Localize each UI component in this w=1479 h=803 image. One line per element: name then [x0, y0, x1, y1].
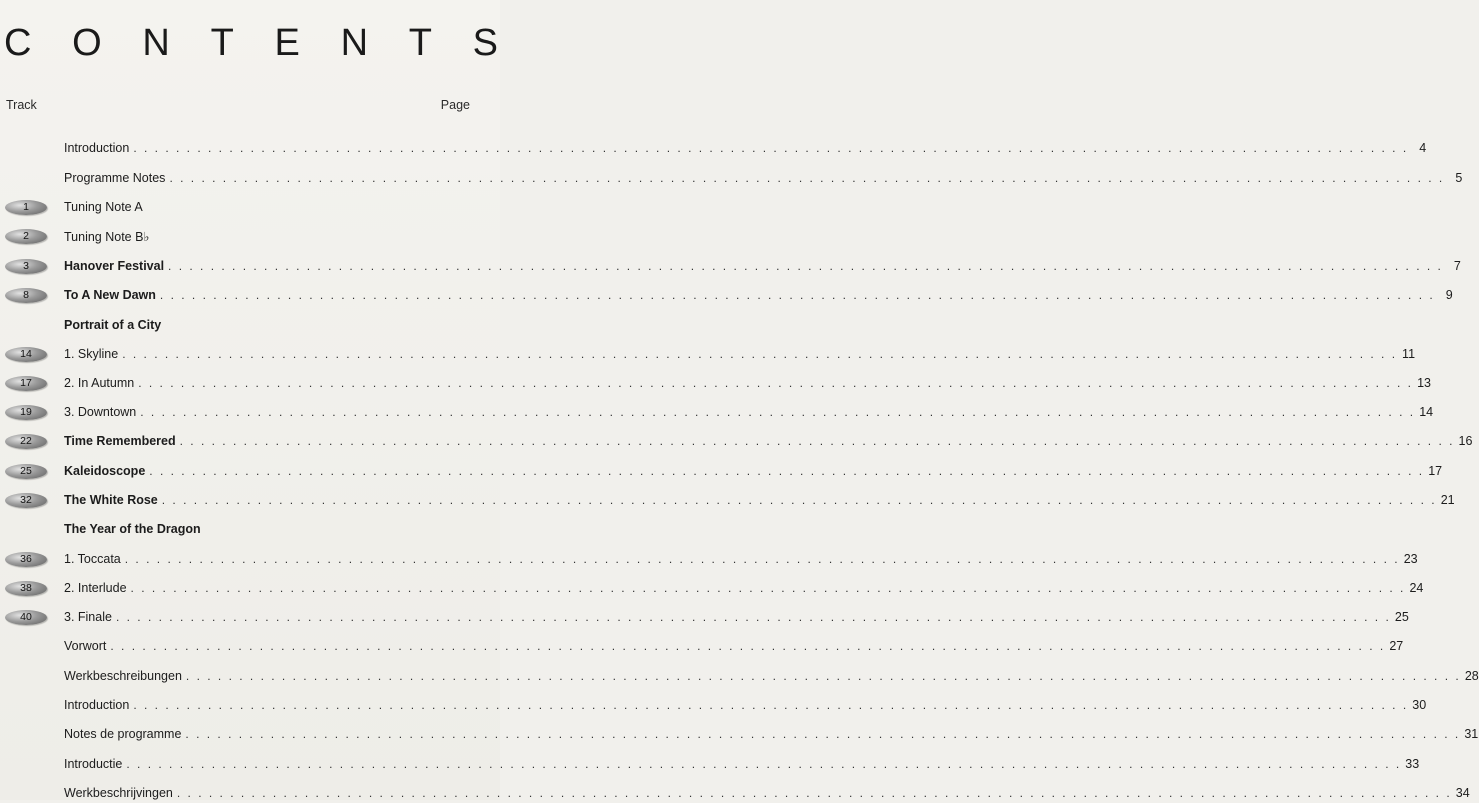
entry-title: Notes de programme	[64, 727, 182, 741]
page-number: 4	[1419, 141, 1427, 155]
title-letter: O	[72, 22, 102, 64]
dot-leader: . . . . . . . . . . . . . . . . . . . . . . . . . . . . . . . . . . . . . . . . . . . . . . . . . . . . . . . . . . . . . . . . . . . . . . . . . . . . . . . . . . . . . . . . . . . . . . . . . . . . . . . . . . . . . . . . . . . . . . . .	[159, 288, 1435, 302]
entry-title: Hanover Festival	[64, 259, 165, 273]
track-number-badge: 40	[5, 610, 47, 625]
track-number-badge: 22	[5, 434, 47, 449]
entry-title: Portrait of a City	[64, 318, 162, 332]
entry-line	[64, 318, 472, 332]
title-letter: T	[210, 22, 234, 64]
entry-line	[64, 786, 1470, 800]
toc-entry[interactable]	[0, 315, 500, 335]
toc-entry[interactable]	[0, 344, 1416, 364]
toc-entry[interactable]	[0, 519, 500, 539]
dot-leader: . . . . . . . . . . . . . . . . . . . . . . . . . . . . . . . . . . . . . . . . . . . . . . . . . . . . . . . . . . . . . . . . . . . . . . . . . . . . . . . . . . . . . . . . . . . . . . . . . . . . . . . . . . . . . . . . . . . . . . . .	[124, 552, 1400, 566]
page-number: 21	[1440, 493, 1455, 507]
title-letter: N	[142, 22, 170, 64]
page-number: 9	[1445, 288, 1453, 302]
entry-title: Werkbeschreibungen	[64, 669, 182, 683]
entry-title: Time Remembered	[64, 434, 176, 448]
toc-entry[interactable]	[0, 549, 1418, 569]
page-number: 5	[1455, 171, 1463, 185]
entry-line	[64, 376, 1432, 390]
page-number: 28	[1464, 669, 1479, 683]
dot-leader: . . . . . . . . . . . . . . . . . . . . . . . . . . . . . . . . . . . . . . . . . . . . . . . . . . . . . . . . . . . . . . . . . . . . . . . . . . . . . . . . . . . . . . . . . . . . . . . . . . . . . . . . . . . . . . . . . . . . . . . .	[179, 434, 1455, 448]
entry-title: Tuning Note B♭	[64, 229, 150, 244]
entry-line	[64, 639, 1404, 653]
toc-entry[interactable]	[0, 285, 1453, 305]
page-title	[4, 22, 498, 65]
dot-leader: . . . . . . . . . . . . . . . . . . . . . . . . . . . . . . . . . . . . . . . . . . . . . . . . . . . . . . . . . . . . . . . . . . . . . . . . . . . . . . . . . . . . . . . . . . . . . . . . . . . . . . . . . . . . . . . . . . . . . . . .	[168, 259, 1443, 273]
entry-title: Kaleidoscope	[64, 464, 146, 478]
title-letter: S	[472, 22, 498, 64]
page-number: 11	[1402, 347, 1416, 361]
entry-title: The Year of the Dragon	[64, 522, 201, 536]
entry-line	[64, 610, 1409, 624]
track-number-badge: 3	[5, 259, 47, 274]
dot-leader: . . . . . . . . . . . . . . . . . . . . . . . . . . . . . . . . . . . . . . . . . . . . . . . . . . . . . . . . . . . . . . . . . . . . . . . . . . . . . . . . . . . . . . . . . . . . . . . . . . . . . . . . . . . . . . . . . . . . . . . .	[133, 141, 1409, 155]
toc-entry[interactable]	[0, 754, 1420, 774]
entry-line	[64, 757, 1420, 771]
entry-title: 3. Downtown	[64, 405, 137, 419]
track-number-badge: 8	[5, 288, 47, 303]
dot-leader: . . . . . . . . . . . . . . . . . . . . . . . . . . . . . . . . . . . . . . . . . . . . . . . . . . . . . . . . . . . . . . . . . . . . . . . . . . . . . . . . . . . . . . . . . . . . . . . . . . . . . . . . . . . . . . . . . . . . . . . .	[130, 581, 1406, 595]
dot-leader: . . . . . . . . . . . . . . . . . . . . . . . . . . . . . . . . . . . . . . . . . . . . . . . . . . . . . . . . . . . . . . . . . . . . . . . . . . . . . . . . . . . . . . . . . . . . . . . . . . . . . . . . . . . . . . . . . . . . . . . .	[140, 405, 1416, 419]
toc-entry[interactable]	[0, 402, 1434, 422]
page-number: 7	[1453, 259, 1461, 273]
toc-entry[interactable]	[0, 695, 1427, 715]
toc-entry[interactable]	[0, 461, 1443, 481]
page-number: 34	[1455, 786, 1470, 800]
entry-line	[64, 727, 1479, 741]
dot-leader: . . . . . . . . . . . . . . . . . . . . . . . . . . . . . . . . . . . . . . . . . . . . . . . . . . . . . . . . . . . . . . . . . . . . . . . . . . . . . . . . . . . . . . . . . . . . . . . . . . . . . . . . . . . . . . . . . . . . . . . .	[149, 464, 1425, 478]
toc-entry[interactable]	[0, 607, 1409, 627]
track-number-badge: 14	[5, 347, 47, 362]
page-number: 17	[1428, 464, 1443, 478]
toc-entry[interactable]	[0, 226, 500, 246]
toc-entry[interactable]	[0, 666, 1479, 686]
page-number: 33	[1405, 757, 1420, 771]
entry-line	[64, 434, 1473, 448]
toc-entry[interactable]	[0, 256, 1461, 276]
entry-line	[64, 464, 1443, 478]
title-letter: T	[408, 22, 432, 64]
dot-leader: . . . . . . . . . . . . . . . . . . . . . . . . . . . . . . . . . . . . . . . . . . . . . . . . . . . . . . . . . . . . . . . . . . . . . . . . . . . . . . . . . . . . . . . . . . . . . . . . . . . . . . . . . . . . . . . . . . . . . . . .	[110, 639, 1386, 653]
dot-leader: . . . . . . . . . . . . . . . . . . . . . . . . . . . . . . . . . . . . . . . . . . . . . . . . . . . . . . . . . . . . . . . . . . . . . . . . . . . . . . . . . . . . . . . . . . . . . . . . . . . . . . . . . . . . . . . . . . . . . . . .	[161, 493, 1437, 507]
entry-line	[64, 171, 1463, 185]
track-number-badge: 38	[5, 581, 47, 596]
page-number: 27	[1389, 639, 1404, 653]
entry-title: Werkbeschrijvingen	[64, 786, 173, 800]
track-number-badge: 32	[5, 493, 47, 508]
track-column-heading: Track	[6, 98, 37, 112]
entry-title: Introductie	[64, 757, 123, 771]
entry-line	[64, 200, 472, 214]
entry-title: Introduction	[64, 141, 130, 155]
track-number-badge: 2	[5, 229, 47, 244]
entry-line	[64, 581, 1424, 595]
entry-line	[64, 141, 1427, 155]
toc-entry[interactable]	[0, 724, 1479, 744]
toc-entry[interactable]	[0, 431, 1473, 451]
entry-line	[64, 552, 1418, 566]
page-number: 24	[1409, 581, 1424, 595]
dot-leader: . . . . . . . . . . . . . . . . . . . . . . . . . . . . . . . . . . . . . . . . . . . . . . . . . . . . . . . . . . . . . . . . . . . . . . . . . . . . . . . . . . . . . . . . . . . . . . . . . . . . . . . . . . . . . . . . . . . . . . . .	[122, 347, 1398, 361]
entry-line	[64, 259, 1461, 273]
entry-line	[64, 288, 1453, 302]
dot-leader: . . . . . . . . . . . . . . . . . . . . . . . . . . . . . . . . . . . . . . . . . . . . . . . . . . . . . . . . . . . . . . . . . . . . . . . . . . . . . . . . . . . . . . . . . . . . . . . . . . . . . . . . . . . . . . . . . . . . . . . .	[138, 376, 1414, 390]
page-number: 23	[1403, 552, 1418, 566]
dot-leader: . . . . . . . . . . . . . . . . . . . . . . . . . . . . . . . . . . . . . . . . . . . . . . . . . . . . . . . . . . . . . . . . . . . . . . . . . . . . . . . . . . . . . . . . . . . . . . . . . . . . . . . . . . . . . . . . . . . . . . . .	[185, 727, 1461, 741]
entry-title: The White Rose	[64, 493, 158, 507]
entry-title: Introduction	[64, 698, 130, 712]
page-number: 31	[1464, 727, 1479, 741]
entry-title: 2. In Autumn	[64, 376, 135, 390]
toc-entry[interactable]	[0, 373, 1432, 393]
toc-entry[interactable]	[0, 138, 1427, 158]
page-number: 14	[1419, 405, 1434, 419]
track-number-badge: 19	[5, 405, 47, 420]
dot-leader: . . . . . . . . . . . . . . . . . . . . . . . . . . . . . . . . . . . . . . . . . . . . . . . . . . . . . . . . . . . . . . . . . . . . . . . . . . . . . . . . . . . . . . . . . . . . . . . . . . . . . . . . . . . . . . . . . . . . . . . .	[169, 171, 1445, 185]
dot-leader: . . . . . . . . . . . . . . . . . . . . . . . . . . . . . . . . . . . . . . . . . . . . . . . . . . . . . . . . . . . . . . . . . . . . . . . . . . . . . . . . . . . . . . . . . . . . . . . . . . . . . . . . . . . . . . . . . . . . . . . .	[126, 757, 1402, 771]
toc-entry[interactable]	[0, 783, 1470, 803]
entry-line	[64, 522, 472, 536]
entry-title: To A New Dawn	[64, 288, 156, 302]
title-letter: N	[340, 22, 369, 64]
page-column-heading: Page	[440, 98, 470, 112]
track-number-badge: 25	[5, 464, 47, 479]
page-number: 30	[1412, 698, 1427, 712]
entry-title: Programme Notes	[64, 171, 166, 185]
entry-title: Tuning Note A	[64, 200, 143, 214]
entry-title: 3. Finale	[64, 610, 112, 624]
entry-title: Vorwort	[64, 639, 107, 653]
page-number: 25	[1394, 610, 1409, 624]
toc-entry[interactable]	[0, 636, 1404, 656]
title-letter: E	[274, 22, 300, 64]
track-number-badge: 36	[5, 552, 47, 567]
entry-line	[64, 347, 1416, 361]
entry-line	[64, 493, 1455, 507]
entry-line	[64, 698, 1427, 712]
entry-line	[64, 405, 1434, 419]
toc-entry[interactable]	[0, 578, 1424, 598]
track-number-badge: 1	[5, 200, 47, 215]
track-number-badge: 17	[5, 376, 47, 391]
page-number: 13	[1417, 376, 1432, 390]
dot-leader: . . . . . . . . . . . . . . . . . . . . . . . . . . . . . . . . . . . . . . . . . . . . . . . . . . . . . . . . . . . . . . . . . . . . . . . . . . . . . . . . . . . . . . . . . . . . . . . . . . . . . . . . . . . . . . . . . . . . . . . .	[133, 698, 1409, 712]
toc-entry[interactable]	[0, 490, 1455, 510]
dot-leader: . . . . . . . . . . . . . . . . . . . . . . . . . . . . . . . . . . . . . . . . . . . . . . . . . . . . . . . . . . . . . . . . . . . . . . . . . . . . . . . . . . . . . . . . . . . . . . . . . . . . . . . . . . . . . . . . . . . . . . . .	[176, 786, 1452, 800]
entry-title: 2. Interlude	[64, 581, 127, 595]
toc-entry[interactable]	[0, 168, 1463, 188]
dot-leader: . . . . . . . . . . . . . . . . . . . . . . . . . . . . . . . . . . . . . . . . . . . . . . . . . . . . . . . . . . . . . . . . . . . . . . . . . . . . . . . . . . . . . . . . . . . . . . . . . . . . . . . . . . . . . . . . . . . . . . . .	[185, 669, 1461, 683]
entry-title: 1. Toccata	[64, 552, 121, 566]
entry-line	[64, 229, 472, 244]
entry-line	[64, 669, 1479, 683]
toc-entry[interactable]	[0, 197, 500, 217]
dot-leader: . . . . . . . . . . . . . . . . . . . . . . . . . . . . . . . . . . . . . . . . . . . . . . . . . . . . . . . . . . . . . . . . . . . . . . . . . . . . . . . . . . . . . . . . . . . . . . . . . . . . . . . . . . . . . . . . . . . . . . . .	[115, 610, 1391, 624]
page-number: 16	[1458, 434, 1473, 448]
title-letter: C	[4, 22, 32, 64]
entry-title: 1. Skyline	[64, 347, 119, 361]
